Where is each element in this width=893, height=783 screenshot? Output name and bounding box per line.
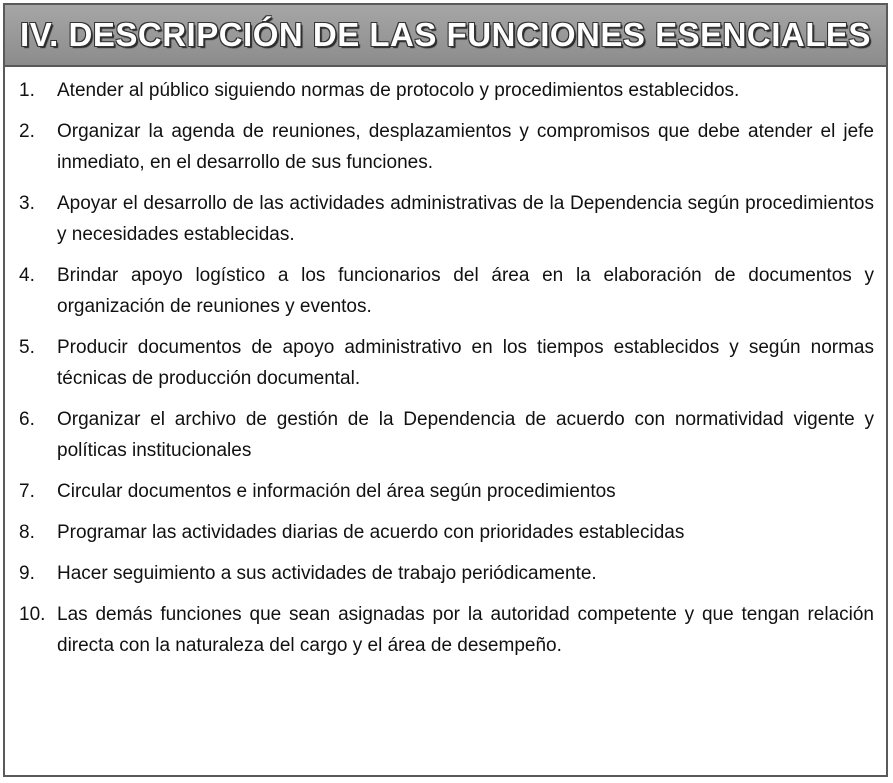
item-text: Brindar apoyo logístico a los funcionarios del área en la elaboración de documentos y organización de reuniones y eventos. xyxy=(57,265,874,317)
list-item xyxy=(19,476,874,507)
item-text: Atender al público siguiendo normas de protocolo y procedimientos establecidos. xyxy=(57,80,740,101)
list-item xyxy=(19,599,874,661)
item-text: Hacer seguimiento a sus actividades de trabajo periódicamente. xyxy=(57,563,597,584)
item-number: 8. xyxy=(19,522,35,543)
list-item xyxy=(19,404,874,466)
item-text: Las demás funciones que sean asignadas por la autoridad competente y que tengan relación directa con la naturaleza del cargo y el área de desempeño. xyxy=(57,604,874,656)
list-item xyxy=(19,558,874,589)
item-text: Producir documentos de apoyo administrativo en los tiempos establecidos y según normas técnicas de producción documental. xyxy=(57,337,874,389)
item-text: Organizar la agenda de reuniones, desplazamientos y compromisos que debe atender el jefe inmediato, en el desarrollo de sus funciones. xyxy=(57,121,874,173)
item-number: 1. xyxy=(19,80,35,101)
list-item xyxy=(19,75,874,106)
item-text: Programar las actividades diarias de acuerdo con prioridades establecidas xyxy=(57,522,685,543)
item-number: 5. xyxy=(19,337,35,358)
item-number: 6. xyxy=(19,409,35,430)
item-number: 4. xyxy=(19,265,35,286)
item-number: 2. xyxy=(19,121,35,142)
list-item xyxy=(19,116,874,178)
item-number: 10. xyxy=(19,604,46,625)
functions-list xyxy=(5,67,886,661)
list-item xyxy=(19,332,874,394)
section-title: IV. DESCRIPCIÓN DE LAS FUNCIONES ESENCIALES xyxy=(20,16,871,53)
item-text: Circular documentos e información del área según procedimientos xyxy=(57,481,616,502)
list-item xyxy=(19,260,874,322)
item-number: 9. xyxy=(19,563,35,584)
list-item xyxy=(19,188,874,250)
item-text: Apoyar el desarrollo de las actividades administrativas de la Dependencia según procedimientos y necesidades establecidas. xyxy=(57,193,874,245)
list-item xyxy=(19,517,874,548)
item-number: 3. xyxy=(19,193,35,214)
section-header xyxy=(5,5,886,67)
functions-box xyxy=(3,3,888,777)
item-text: Organizar el archivo de gestión de la Dependencia de acuerdo con normatividad vigente y políticas institucionales xyxy=(57,409,874,461)
item-number: 7. xyxy=(19,481,35,502)
